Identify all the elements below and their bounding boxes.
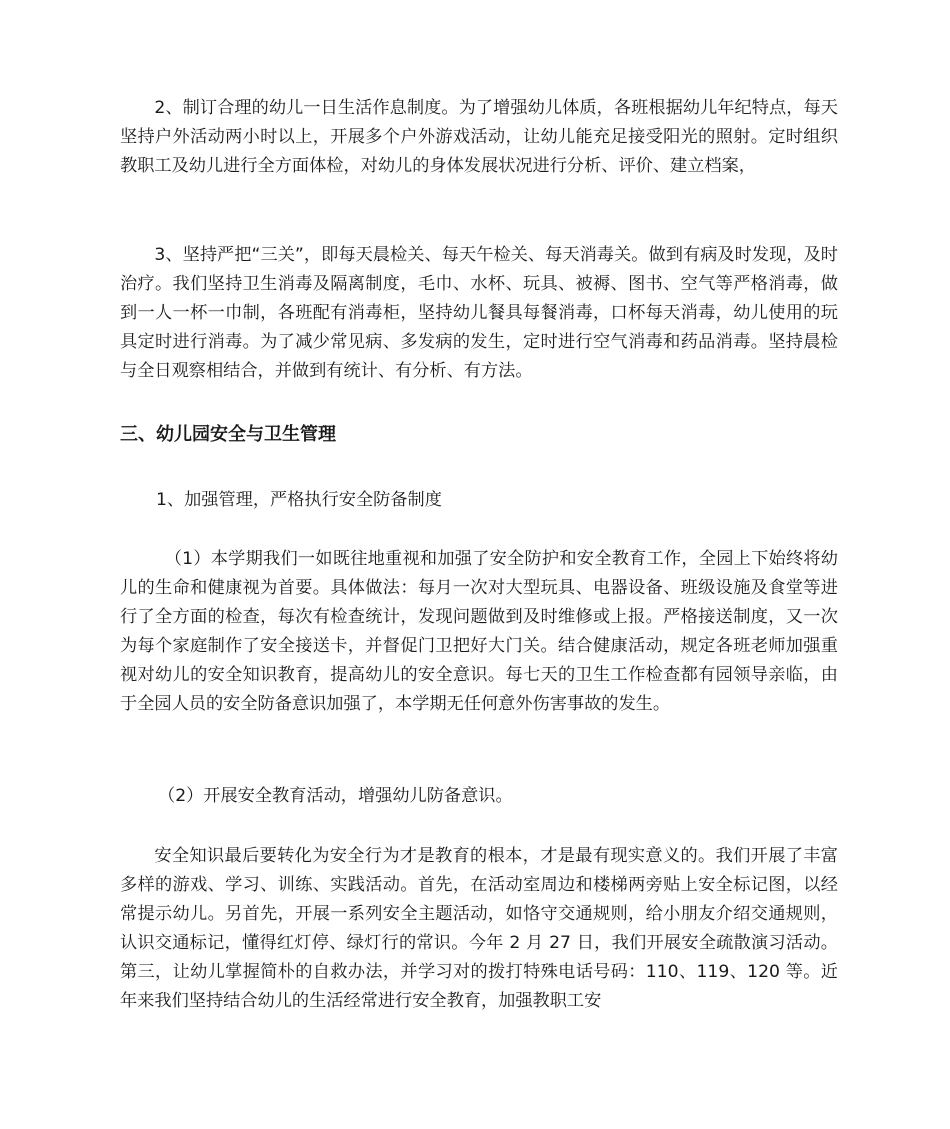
subheading-strengthen-management: 1、加强管理，严格执行安全防备制度 <box>156 490 442 510</box>
paragraph-item-1: （1）本学期我们一如既往地重视和加强了安全防护和安全教育工作，全园上下始终将幼儿的生命和健康视为首要。具体做法：每月一次对大型玩具、电器设备、班级设施及食堂等进行了全方面的检查，每次有检查统计，发现问题做到及时维修或上报。严格接送制度，又一次为每个家庭制作了安全接送卡，并督促门卫把好大门关。结合健康活动，规定各班老师加强重视对幼儿的安全知识教育，提高幼儿的安全意识。每七天的卫生工作检查都有园领导亲临，由于全园人员的安全防备意识加强了，本学期无任何意外伤害事故的发生。 <box>120 549 838 714</box>
paragraph-daily-schedule: 2、制订合理的幼儿一日生活作息制度。为了增强幼儿体质，各班根据幼儿年纪特点，每天坚持户外活动两小时以上，开展多个户外游戏活动，让幼儿能充足接受阳光的照射。定时组织教职工及幼儿进行全方面体检，对幼儿的身体发展状况进行分析、评价、建立档案， <box>120 98 838 176</box>
section-heading-safety-hygiene: 三、幼儿园安全与卫生管理 <box>120 424 336 445</box>
subheading-safety-education: （2）开展安全教育活动，增强幼儿防备意识。 <box>158 786 513 806</box>
paragraph-safety-knowledge: 安全知识最后要转化为安全行为才是教育的根本，才是最有现实意义的。我们开展了丰富多样的游戏、学习、训练、实践活动。首先，在活动室周边和楼梯两旁贴上安全标记图，以经常提示幼儿。另首先，开展一系列安全主题活动，如恪守交通规则，给小朋友介绍交通规则，认识交通标记，懂得红灯停、绿灯行的常识。今年 2 月 27 日，我们开展安全疏散演习活动。第三，让幼儿掌握简朴的自救办法，并学习对的拨打特殊电话号码：110、119、120 等。近年来我们坚持结合幼儿的生活经常进行安全教育，加强教职工安 <box>120 846 838 1011</box>
paragraph-three-checks: 3、坚持严把“三关”，即每天晨检关、每天午检关、每天消毒关。做到有病及时发现，及时治疗。我们坚持卫生消毒及隔离制度，毛巾、水杯、玩具、被褥、图书、空气等严格消毒，做到一人一杯一巾制，各班配有消毒柜，坚持幼儿餐具每餐消毒，口杯每天消毒，幼儿使用的玩具定时进行消毒。为了减少常见病、多发病的发生，定时进行空气消毒和药品消毒。坚持晨检与全日观察相结合，并做到有统计、有分析、有方法。 <box>120 245 838 381</box>
